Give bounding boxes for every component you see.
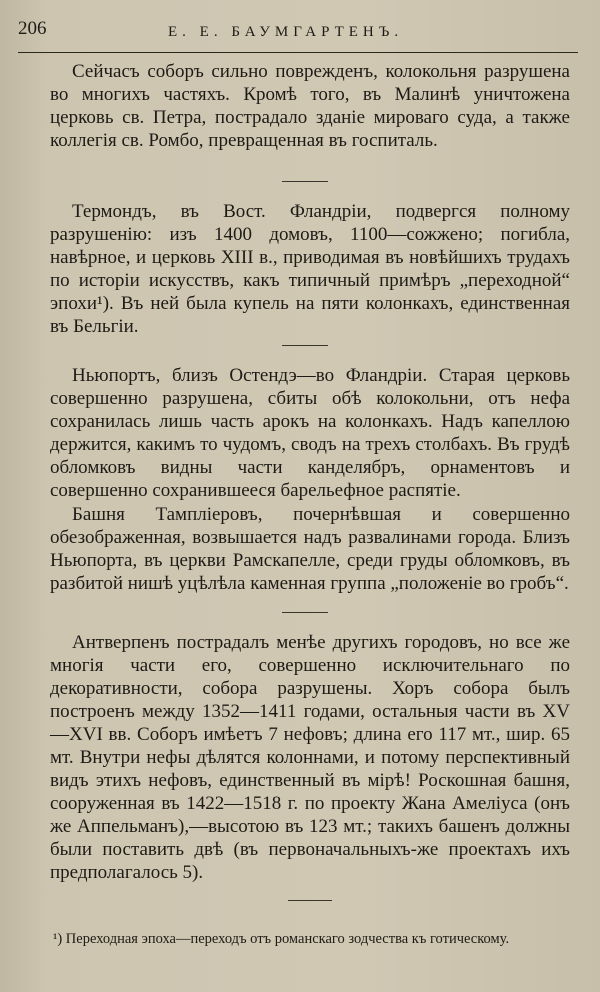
paragraph-templars-tower: Башня Тампліеровъ, почернѣвшая и совершенно обезображенная, возвышается надъ развалинами города. Близъ Ньюпорта, въ церкви Рамскапелле, среди груды обломковъ, въ разбитой нишѣ уцѣлѣла каменная группа „положеніе во гробъ“. [50,504,570,594]
paragraph-malines: Сейчасъ соборъ сильно поврежденъ, колокольня разрушена во многихъ частяхъ. Кромѣ того, въ Малинѣ уничтожена церковь св. Петра, пострадало зданіе мироваго суда, а также коллегія св. Ромбо, превращенная въ госпиталь. [50,61,570,151]
section-separator [282,612,328,613]
footnote-text: ¹) Переходная эпоха—переходъ отъ романскаго зодчества къ готическому. [53,931,510,947]
header-rule [18,52,578,53]
paragraph-termonde: Термондъ, въ Вост. Фландріи, подвергся полному разрушенію: изъ 1400 домовъ, 1100—сожжено; погибла, навѣрное, и церковь XIII в., приводимая въ новѣйшихъ трудахъ по исторіи искусствъ, какъ типичный примѣръ „переходной“ эпохи¹). Въ ней была купель на пяти колонкахъ, единственная въ Бельгіи. [50,201,570,337]
page-number: 206 [18,18,47,39]
footnote [38,928,568,950]
footnote-separator [288,900,332,901]
page-header [18,14,578,44]
paragraph-antwerp: Антверпенъ пострадалъ менѣе другихъ городовъ, но все же многія части его, совершенно исключительнаго по декоративности, собора разрушены. Хоръ собора былъ построенъ между 1352—1411 годами, остальныя части въ XV—XVI вв. Соборъ имѣетъ 7 нефовъ; длина его 117 мт., шир. 65 мт. Внутри нефы дѣлятся колоннами, и потому перспективный видъ этихъ нефовъ, единственный въ мірѣ! Роскошная башня, сооруженная въ 1422—1518 г. по проекту Жана Амеліуса (онъ же Аппельманъ),—высотою въ 123 мт.; такихъ башенъ должны были поставить двѣ (въ первоначальныхъ-же проектахъ ихъ предполагалось 5). [50,632,570,883]
running-title: Е. Е. БАУМГАРТЕНЪ. [168,24,404,40]
paragraph-nieuport: Ньюпортъ, близъ Остендэ—во Фландріи. Старая церковь совершенно разрушена, сбиты обѣ колокольни, отъ нефа сохранилась лишь часть арокъ на колонкахъ. Надъ капеллою держится, какимъ то чудомъ, сводъ на трехъ столбахъ. Въ грудѣ обломковъ видны части канделябръ, орнаментовъ и совершенно сохранившееся барельефное распятіе. [50,365,570,501]
section-separator [282,181,328,182]
section-separator [282,345,328,346]
